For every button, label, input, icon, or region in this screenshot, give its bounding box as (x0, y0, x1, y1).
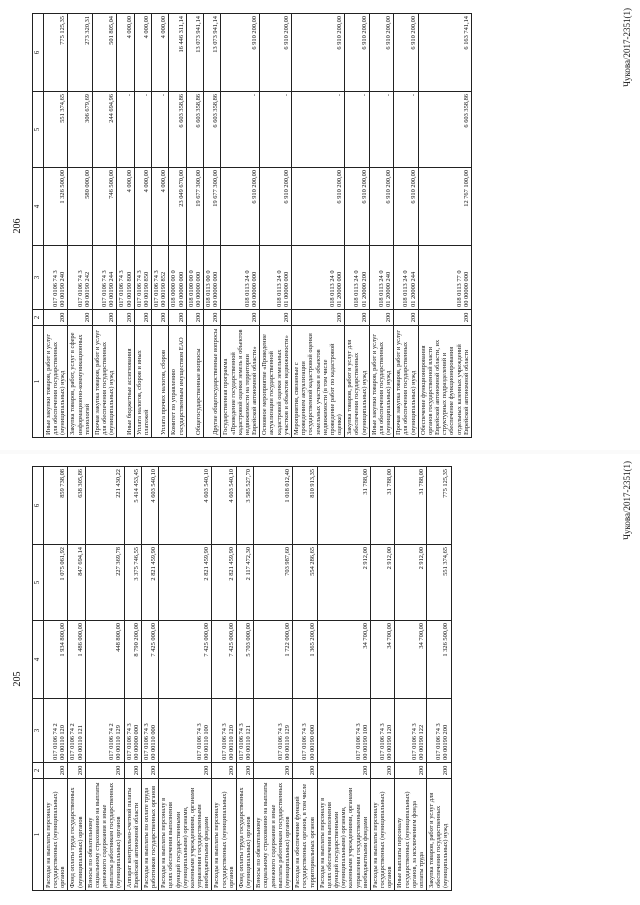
unexecuted-amount: 6 910 200,00 (260, 14, 292, 92)
budget-code: 017 0106 74 2 00 00110 120 (43, 699, 68, 763)
column-header: 5 (33, 545, 44, 621)
page-number: 206 (12, 218, 23, 234)
table-row (236, 467, 253, 891)
row-name: Расходы на выплаты персоналу в целях обеспечения выполнения функций государственными (муниципальными) органами, казенными учреждениями, органами управления государственными внебюджетными фондами (317, 779, 370, 891)
unexecuted-amount: 4 603 540,10 (212, 467, 237, 545)
budget-code: 017 0106 74 3 00 00190 800 (117, 246, 134, 310)
row-name: Расходы на выплаты по оплате труда работников государственных органов (141, 779, 158, 891)
row-code-200: 200 (117, 310, 134, 326)
approved-amount: 1 486 000,00 (68, 621, 85, 699)
budget-code: 018 0113 24 0 01 20000 244 (394, 246, 419, 310)
unexecuted-amount: 501 805,04 (92, 14, 117, 92)
budget-code: 017 0106 74 3 00 00190 000 (293, 699, 318, 763)
row-name: Прочая закупка товаров, работ и услуг для обеспечения государственных (муниципальных) нужд (394, 326, 419, 438)
row-code-200: 200 (395, 763, 427, 779)
row-name: Обеспечение функционирования органов государственной власти Еврейской автономной области, их структурных подразделений и обеспечение функционирования отдельных казенных учреждений Еврейской автономной области (418, 326, 471, 438)
executed-amount: 551 374,65 (427, 545, 452, 621)
approved-amount: 1 365 200,00 (293, 621, 318, 699)
approved-amount: 1 326 500,00 (43, 168, 68, 246)
row-code-200: 200 (254, 763, 293, 779)
page-205-rotated (0, 453, 640, 905)
approved-amount: 8 790 200,00 (124, 621, 141, 699)
unexecuted-amount: 6 163 741,14 (418, 14, 471, 92)
budget-code: 017 0106 74 2 00 00110 121 (68, 699, 85, 763)
row-name: Расходы на обеспечение функций государственных органов, в том числе территориальных органов (293, 779, 318, 891)
budget-code: 017 0106 74 2 00 00110 129 (85, 699, 124, 763)
row-name: Закупка товаров, работ и услуг для обеспечения государственных (муниципальных) нужд (345, 326, 370, 438)
row-name: Фонд оплаты труда государственных (муниципальных) органов (236, 779, 253, 891)
executed-amount: 703 987,60 (254, 545, 293, 621)
row-code-200: 200 (221, 310, 260, 326)
unexecuted-amount: 3 585 527,70 (236, 467, 253, 545)
row-name: Закупка товаров, работ и услуг для обеспечения государственных (муниципальных) нужд (427, 779, 452, 891)
row-code-200: 200 (370, 763, 395, 779)
unexecuted-amount: 859 738,08 (43, 467, 68, 545)
table-row (134, 14, 151, 438)
row-name: Фонд оплаты труда государственных (муниципальных) органов (68, 779, 85, 891)
row-code-200: 200 (141, 763, 158, 779)
approved-amount: 580 000,00 (68, 168, 93, 246)
row-name: Комитет по управлению государственным имуществом ЕАО (169, 326, 186, 438)
table-row (254, 467, 293, 891)
row-code-200: 200 (159, 763, 212, 779)
unexecuted-amount: 4 603 540,10 (159, 467, 212, 545)
column-header: 2 (33, 763, 44, 779)
budget-code: 017 0106 74 3 00 00190 240 (43, 246, 68, 310)
approved-amount: 12 767 100,00 (418, 168, 471, 246)
budget-code: 017 0106 74 3 00 00110 100 (159, 699, 212, 763)
table-row (394, 14, 419, 438)
page-206-rotated (0, 0, 640, 452)
executed-amount: 306 679,69 (68, 92, 93, 168)
row-code-200: 200 (134, 310, 151, 326)
table-row (68, 14, 93, 438)
budget-code: 018 0100 00 0 00 00000 000 (186, 246, 203, 310)
table-row (395, 467, 427, 891)
header-row (33, 467, 44, 891)
row-name: Уплата прочих налогов, сборов (152, 326, 169, 438)
approved-amount: 1 722 000,00 (254, 621, 293, 699)
executed-amount: 2 912,00 (395, 545, 427, 621)
row-code-200: 200 (236, 763, 253, 779)
unexecuted-amount: 810 913,35 (293, 467, 318, 545)
column-header: 4 (33, 168, 44, 246)
row-name: Прочая закупка товаров, работ и услуг для обеспечения государственных (муниципальных) нужд (92, 326, 117, 438)
row-code-200: 200 (204, 310, 221, 326)
row-name: Закупка товаров, работ, услуг в сфере информационно-коммуникационных технологий (68, 326, 93, 438)
unexecuted-amount: 31 788,00 (370, 467, 395, 545)
budget-code: 017 0106 74 3 00 00190 100 (317, 699, 370, 763)
unexecuted-amount: 16 446 311,14 (169, 14, 186, 92)
table-row (418, 14, 471, 438)
approved-amount: 6 910 200,00 (291, 168, 344, 246)
executed-amount: 2 912,00 (317, 545, 370, 621)
row-code-200: 200 (427, 763, 452, 779)
approved-amount: 1 934 800,00 (43, 621, 68, 699)
unexecuted-amount: 6 910 200,00 (345, 14, 370, 92)
approved-amount: 19 677 300,00 (186, 168, 203, 246)
approved-amount: 746 500,00 (92, 168, 117, 246)
unexecuted-amount: 4 000,00 (134, 14, 151, 92)
column-header: 2 (33, 310, 44, 326)
budget-code: 017 0106 74 3 00 00190 122 (395, 699, 427, 763)
executed-amount: 6 603 358,86 (204, 92, 221, 168)
row-code-200: 200 (43, 763, 68, 779)
unexecuted-amount: 1 018 012,40 (254, 467, 293, 545)
table-row (427, 467, 452, 891)
executed-amount: 6 603 358,86 (418, 92, 471, 168)
unexecuted-amount: 6 910 200,00 (291, 14, 344, 92)
table-row (293, 467, 318, 891)
row-code-200: 200 (260, 310, 292, 326)
column-header: 1 (33, 326, 44, 438)
table-row (159, 467, 212, 891)
row-code-200: 200 (293, 763, 318, 779)
row-code-200: 200 (291, 310, 344, 326)
row-code-200: 200 (68, 763, 85, 779)
unexecuted-amount: 6 910 200,00 (394, 14, 419, 92)
row-code-200: 200 (369, 310, 394, 326)
row-name: Общегосударственные вопросы (186, 326, 203, 438)
table-row (204, 14, 221, 438)
approved-amount: 6 910 200,00 (345, 168, 370, 246)
budget-code: 017 0106 74 3 00 00000 000 (124, 699, 141, 763)
budget-table-206 (32, 13, 472, 438)
footer-code: Чукова/2017-2351(1) (622, 8, 632, 87)
approved-amount: 7 425 000,00 (141, 621, 158, 699)
approved-amount: 1 326 500,00 (427, 621, 452, 699)
executed-amount: - (152, 92, 169, 168)
executed-amount: 2 912,00 (370, 545, 395, 621)
approved-amount: 448 800,00 (85, 621, 124, 699)
table-row (317, 467, 370, 891)
row-name: Иные закупки товаров, работ и услуг для обеспечения государственных (муниципальных) нужд (369, 326, 394, 438)
column-header: 6 (33, 467, 44, 545)
unexecuted-amount: 13 073 941,14 (204, 14, 221, 92)
row-name: Расходы на выплаты персоналу государственных (муниципальных) органов (43, 779, 68, 891)
row-name: Иные закупки товаров, работ и услуг для обеспечения государственных (муниципальных) нужд (43, 326, 68, 438)
executed-amount: - (221, 92, 260, 168)
table-row (124, 467, 141, 891)
table-row (169, 14, 186, 438)
approved-amount: 4 000,00 (134, 168, 151, 246)
budget-code: 017 0106 74 3 00 00110 120 (212, 699, 237, 763)
table-row (43, 467, 68, 891)
budget-code: 018 0000 00 0 00 00000 000 (169, 246, 186, 310)
approved-amount: 4 000,00 (152, 168, 169, 246)
table-row (260, 14, 292, 438)
executed-amount: 847 694,14 (68, 545, 85, 621)
row-code-200: 200 (85, 763, 124, 779)
executed-amount: 6 603 358,86 (186, 92, 203, 168)
budget-code: 018 0113 24 0 01 20000 240 (369, 246, 394, 310)
unexecuted-amount: 4 000,00 (152, 14, 169, 92)
approved-amount: 34 700,00 (370, 621, 395, 699)
row-name: Государственная программа «Проведение государственной кадастровой оценки земель и объектов недвижимости на территории Еврейской автономной области» (221, 326, 260, 438)
row-name: Расходы на выплаты персоналу государственных (муниципальных) органов (212, 779, 237, 891)
approved-amount: 5 703 000,00 (236, 621, 253, 699)
executed-amount: 2 821 459,90 (159, 545, 212, 621)
budget-code: 018 0113 00 0 00 00000 000 (204, 246, 221, 310)
table-row (43, 14, 68, 438)
executed-amount: 551 374,65 (43, 92, 68, 168)
unexecuted-amount: 4 000,00 (117, 14, 134, 92)
budget-code: 017 0106 74 3 00 00190 200 (427, 699, 452, 763)
executed-amount: - (291, 92, 344, 168)
executed-amount: 3 375 746,55 (124, 545, 141, 621)
table-row (152, 14, 169, 438)
unexecuted-amount: 638 305,86 (68, 467, 85, 545)
budget-code: 017 0106 74 3 00 00190 244 (92, 246, 117, 310)
budget-code: 017 0106 74 3 00 00110 121 (236, 699, 253, 763)
row-code-200: 200 (317, 763, 370, 779)
budget-code: 018 0113 24 0 01 20000 200 (345, 246, 370, 310)
row-code-200: 200 (345, 310, 370, 326)
table-row (186, 14, 203, 438)
executed-amount: 6 603 358,86 (169, 92, 186, 168)
page-number: 205 (12, 671, 23, 687)
row-code-200: 200 (212, 763, 237, 779)
budget-code: 017 0106 74 3 00 00110 000 (141, 699, 158, 763)
row-name: Взносы по обязательному социальному страхованию на выплаты денежного содержания и иные выплаты работникам государственных (муниципальных) органов (254, 779, 293, 891)
unexecuted-amount: 5 414 453,45 (124, 467, 141, 545)
unexecuted-amount: 4 603 540,10 (141, 467, 158, 545)
row-name: Аппарат контрольно-счетной палаты Еврейской автономной области (124, 779, 141, 891)
unexecuted-amount: 775 125,35 (427, 467, 452, 545)
column-header: 5 (33, 92, 44, 168)
executed-amount: 2 821 459,90 (212, 545, 237, 621)
page-206 (0, 0, 640, 452)
footer-code: Чукова/2017-2351(1) (622, 461, 632, 540)
row-name: Иные выплаты персоналу государственных (муниципальных) органов, за исключением фонда оплаты труда (395, 779, 427, 891)
table-row (85, 467, 124, 891)
row-code-200: 200 (394, 310, 419, 326)
executed-amount: 2 821 459,90 (141, 545, 158, 621)
row-name: Уплата налогов, сборов и иных платежей (134, 326, 151, 438)
approved-amount: 23 049 670,00 (169, 168, 186, 246)
table-row (345, 14, 370, 438)
executed-amount: 1 075 061,92 (43, 545, 68, 621)
unexecuted-amount: 13 073 941,14 (186, 14, 203, 92)
row-name: Расходы на выплаты персоналу государственных (муниципальных) органов (370, 779, 395, 891)
row-code-200: 200 (152, 310, 169, 326)
executed-amount: 227 369,78 (85, 545, 124, 621)
unexecuted-amount: 775 125,35 (43, 14, 68, 92)
executed-amount: - (260, 92, 292, 168)
row-name: Взносы по обязательному социальному страхованию на выплаты денежного содержания и иные выплаты работникам государственных (муниципальных) органов (85, 779, 124, 891)
table-row (92, 14, 117, 438)
column-header: 3 (33, 246, 44, 310)
approved-amount: 6 910 200,00 (221, 168, 260, 246)
budget-code: 017 0106 74 3 00 00190 852 (152, 246, 169, 310)
budget-code: 018 0113 24 0 01 00000 000 (260, 246, 292, 310)
column-header: 4 (33, 621, 44, 699)
executed-amount: - (345, 92, 370, 168)
approved-amount: 34 700,00 (317, 621, 370, 699)
row-name: Мероприятия, связанные с проведением актуализации государственной кадастровой оценки земельных участков и объектов недвижимости (в том числе проведение работ по кадастровой оценке) (291, 326, 344, 438)
unexecuted-amount: 6 910 200,00 (369, 14, 394, 92)
row-code-200: 200 (418, 310, 471, 326)
unexecuted-amount: 221 430,22 (85, 467, 124, 545)
budget-code: 017 0106 74 3 00 00190 850 (134, 246, 151, 310)
table-row (212, 467, 237, 891)
table-row (369, 14, 394, 438)
budget-code: 018 0113 24 0 01 20000 000 (291, 246, 344, 310)
approved-amount: 6 910 200,00 (369, 168, 394, 246)
unexecuted-amount: 31 788,00 (317, 467, 370, 545)
approved-amount: 19 677 300,00 (204, 168, 221, 246)
table-row (221, 14, 260, 438)
executed-amount: - (369, 92, 394, 168)
row-code-200: 200 (92, 310, 117, 326)
approved-amount: 34 700,00 (395, 621, 427, 699)
column-header: 1 (33, 779, 44, 891)
row-code-200: 200 (68, 310, 93, 326)
table-row (68, 467, 85, 891)
executed-amount: 244 694,96 (92, 92, 117, 168)
table-row (141, 467, 158, 891)
executed-amount: - (117, 92, 134, 168)
row-code-200: 200 (186, 310, 203, 326)
approved-amount: 6 910 200,00 (260, 168, 292, 246)
row-name: Иные бюджетные ассигнования (117, 326, 134, 438)
row-code-200: 200 (169, 310, 186, 326)
budget-code: 017 0106 74 3 00 00190 120 (370, 699, 395, 763)
executed-amount: 2 117 472,30 (236, 545, 253, 621)
executed-amount: - (134, 92, 151, 168)
budget-table-205 (32, 466, 452, 891)
approved-amount: 7 425 000,00 (212, 621, 237, 699)
row-name: Другие общегосударственные вопросы (204, 326, 221, 438)
budget-code: 018 0113 77 0 00 00000 000 (418, 246, 471, 310)
unexecuted-amount: 31 788,00 (395, 467, 427, 545)
budget-code: 018 0113 24 0 00 00000 000 (221, 246, 260, 310)
approved-amount: 4 000,00 (117, 168, 134, 246)
column-header: 6 (33, 14, 44, 92)
row-code-200: 200 (124, 763, 141, 779)
row-name: Расходы на выплаты персоналу в целях обеспечения выполнения функций государственными (муниципальными) органами, казенными учреждениями, органами управления государственными внебюджетными фондами (159, 779, 212, 891)
executed-amount: - (394, 92, 419, 168)
unexecuted-amount: 273 320,31 (68, 14, 93, 92)
approved-amount: 6 910 200,00 (394, 168, 419, 246)
header-row (33, 14, 44, 438)
unexecuted-amount: 6 910 200,00 (221, 14, 260, 92)
budget-code: 017 0106 74 3 00 00190 242 (68, 246, 93, 310)
table-row (370, 467, 395, 891)
table-row (117, 14, 134, 438)
column-header: 3 (33, 699, 44, 763)
executed-amount: 554 286,65 (293, 545, 318, 621)
table-row (291, 14, 344, 438)
row-code-200: 200 (43, 310, 68, 326)
row-name: Основное мероприятие «Проведение актуализации государственной кадастровой оценки земельных участков и объектов недвижимости» (260, 326, 292, 438)
page-205 (0, 453, 640, 905)
budget-code: 017 0106 74 3 00 00110 129 (254, 699, 293, 763)
approved-amount: 7 425 000,00 (159, 621, 212, 699)
